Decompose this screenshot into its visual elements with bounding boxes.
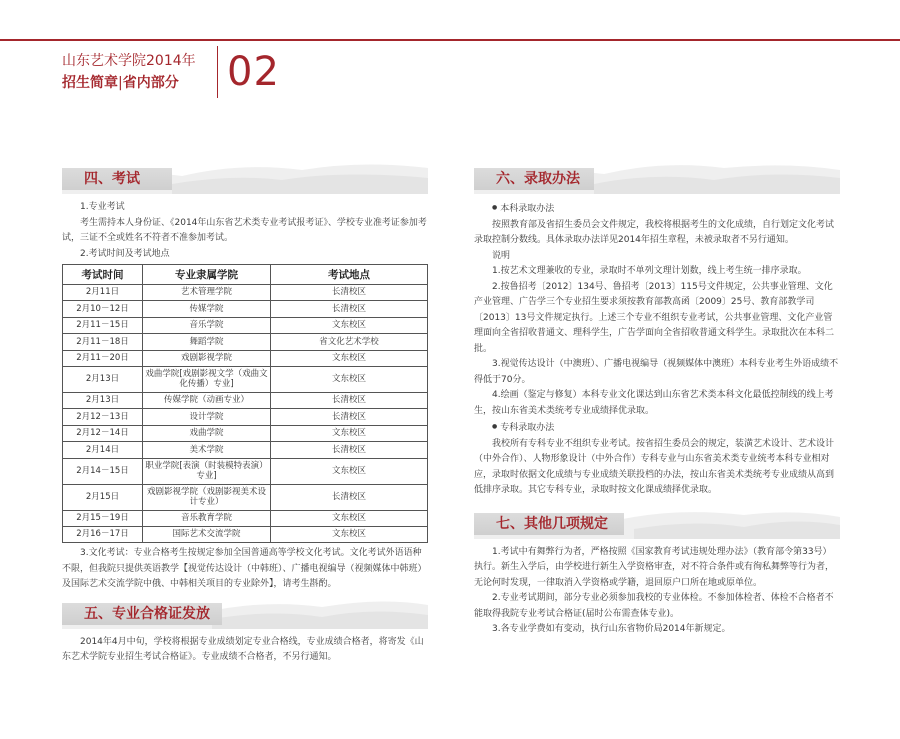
table-cell: 戏剧影视学院	[143, 350, 271, 366]
admission-note-4: 4.绘画（鉴定与修复）本科专业文化课达到山东省艺术类本科文化最低控制线的线上考生，按山东省美术类统考专业成绩择优录取。	[474, 390, 834, 416]
admission-para-2: 我校所有专科专业不组织专业考试。按省招生委员会的规定，装潢艺术设计、艺术设计（中外合作）、人物形象设计（中外合作）专科专业与山东省美术类专业统考本科专业相对应，录取时依据文化成绩与专业成绩关联投档的办法，按山东省美术类统考专业成绩从高到低排序录取。其它专科专业，录取时按文化课成绩择优录取。	[474, 438, 835, 495]
table-cell: 2月11－20日	[63, 350, 143, 366]
table-cell: 长清校区	[271, 285, 428, 301]
header-part2: 省内部分	[122, 75, 179, 91]
section-title: 四、考试	[84, 171, 140, 187]
table-row	[63, 301, 428, 317]
table-cell: 长清校区	[271, 392, 428, 408]
rules-para-1: 1.考试中有舞弊行为者，严格按照《国家教育考试违规处理办法》（教育部令第33号）执行。新生入学后，由学校进行新生入学资格审查，对不符合条件或有徇私舞弊等行为者，无论何时发现，一律取消入学资格或学籍，退回原户口所在地或原单位。	[474, 546, 835, 588]
page-number: 02	[227, 49, 280, 95]
table-cell: 2月13日	[63, 392, 143, 408]
left-column	[62, 160, 428, 666]
exam-para-2: 考生需持本人身份证、《2014年山东省艺术类专业考试报考证》、学校专业准考证参加考试，三证不全或姓名不符者不准参加考试。	[62, 217, 427, 243]
table-cell: 省文化艺术学校	[271, 334, 428, 350]
table-cell: 长清校区	[271, 301, 428, 317]
table-row	[63, 366, 428, 392]
table-cell: 戏剧影视学院（戏剧影视美术设计专业）	[143, 484, 271, 510]
section-heading-other-rules	[474, 505, 840, 539]
table-header-row	[63, 265, 428, 285]
table-row	[63, 317, 428, 333]
table-row	[63, 425, 428, 441]
admission-para-1: 按照教育部及省招生委员会文件规定，我校将根据考生的文化成绩，自行划定文化考试录取控制分数线。具体录取办法详见2014年招生章程，未被录取者不另行通知。	[474, 219, 835, 245]
table-cell: 文东校区	[271, 350, 428, 366]
table-cell: 2月12－14日	[63, 425, 143, 441]
table-cell: 2月12－13日	[63, 409, 143, 425]
table-header-cell: 专业隶属学院	[143, 265, 271, 285]
header-separator: |	[118, 75, 123, 91]
table-cell: 戏曲学院	[143, 425, 271, 441]
section-heading-certificate	[62, 595, 428, 629]
exam-para-1: 1.专业考试	[80, 202, 125, 212]
table-cell: 长清校区	[271, 442, 428, 458]
table-cell: 长清校区	[271, 409, 428, 425]
table-header-cell: 考试时间	[63, 265, 143, 285]
right-column	[474, 160, 840, 638]
section-title: 七、其他几项规定	[496, 515, 608, 532]
table-cell: 长清校区	[271, 484, 428, 510]
table-cell: 2月11日	[63, 285, 143, 301]
table-cell: 设计学院	[143, 409, 271, 425]
admission-note-1: 1.按艺术文理兼收的专业，录取时不单列文理计划数，线上考生统一排序录取。	[492, 266, 807, 276]
header-top-rule	[0, 39, 900, 41]
table-cell: 舞蹈学院	[143, 334, 271, 350]
section-heading-admission	[474, 160, 840, 194]
table-cell: 文东校区	[271, 317, 428, 333]
table-cell: 美术学院	[143, 442, 271, 458]
section-heading-exam	[62, 160, 428, 194]
table-cell: 音乐教育学院	[143, 510, 271, 526]
table-row	[63, 526, 428, 542]
table-header-cell: 考试地点	[271, 265, 428, 285]
table-row	[63, 350, 428, 366]
exam-para-3: 2.考试时间及考试地点	[80, 248, 170, 259]
table-cell: 2月10－12日	[63, 301, 143, 317]
table-cell: 职业学院[表演（时装模特表演）专业]	[143, 458, 271, 484]
rules-para-2: 2.专业考试期间，部分专业必须参加我校的专业体检。不参加体检者、体检不合格者不能取得我院专业考试合格证(届时公布需查体专业)。	[474, 593, 834, 619]
admission-note-label: 说明	[492, 250, 511, 261]
table-cell: 戏曲学院[戏剧影视文学（戏曲文化传播）专业]	[143, 366, 271, 392]
table-cell: 2月15日	[63, 484, 143, 510]
table-cell: 2月11－15日	[63, 317, 143, 333]
table-row	[63, 510, 428, 526]
certificate-para-1: 2014年4月中旬，学校将根据专业成绩划定专业合格线，专业成绩合格者，将寄发《山东艺术学院专业招生考试合格证》。专业成绩不合格者，不另行通知。	[62, 636, 424, 663]
header-subtitle	[62, 72, 179, 92]
table-cell: 传媒学院（动画专业）	[143, 392, 271, 408]
table-cell: 传媒学院	[143, 301, 271, 317]
header-school-year: 山东艺术学院2014年	[62, 53, 196, 69]
table-cell: 文东校区	[271, 366, 428, 392]
table-cell: 2月13日	[63, 366, 143, 392]
table-cell: 国际艺术交流学院	[143, 526, 271, 542]
section-title: 六、录取办法	[496, 171, 580, 187]
table-cell: 文东校区	[271, 526, 428, 542]
exam-para-4: 3.文化考试：专业合格考生按规定参加全国普通高等学校文化考试。文化考试外语语种不限，但我院只提供英语教学【视觉传达设计（中韩班）、广播电视编导（视频媒体中韩班）及国际艺术交流学院中俄、中韩相关项目的专业除外】，请考生斟酌。	[62, 548, 427, 590]
table-cell: 2月14－15日	[63, 458, 143, 484]
header-vertical-divider	[217, 46, 218, 98]
table-row	[63, 409, 428, 425]
admission-bullet-junior: ● 专科录取办法	[474, 419, 840, 437]
table-cell: 文东校区	[271, 510, 428, 526]
admission-bullet-undergrad: ● 本科录取办法	[474, 200, 840, 218]
table-row	[63, 458, 428, 484]
exam-schedule-table	[62, 264, 428, 543]
admission-note-2: 2.按鲁招考〔2012〕134号、鲁招考〔2013〕115号文件规定，公共事业管理、文化产业管理、广告学三个专业招生要求须按教育部教高函〔2009〕25号、教育部教学司〔2013〕13号文件规定执行。上述三个专业不组织专业考试，公共事业管理、文化产业管理面向全省招收普通文、理科学生，广告学面向全省招收普通文科学生。录取批次在本科二批。	[474, 281, 835, 354]
table-cell: 2月16－17日	[63, 526, 143, 542]
admission-note-3: 3.视觉传达设计（中澳班）、广播电视编导（视频媒体中澳班）本科专业考生外语成绩不得低于70分。	[474, 359, 839, 385]
table-row	[63, 442, 428, 458]
table-cell: 2月11－18日	[63, 334, 143, 350]
table-row	[63, 392, 428, 408]
table-cell: 2月14日	[63, 442, 143, 458]
table-cell: 文东校区	[271, 425, 428, 441]
header-part1: 招生简章	[62, 75, 118, 91]
table-cell: 音乐学院	[143, 317, 271, 333]
table-cell: 2月15－19日	[63, 510, 143, 526]
rules-para-3: 3.各专业学费如有变动，执行山东省物价局2014年新规定。	[492, 624, 731, 634]
table-row	[63, 334, 428, 350]
table-cell: 文东校区	[271, 458, 428, 484]
section-title: 五、专业合格证发放	[84, 605, 210, 622]
table-cell: 艺术管理学院	[143, 285, 271, 301]
table-row	[63, 285, 428, 301]
table-row	[63, 484, 428, 510]
